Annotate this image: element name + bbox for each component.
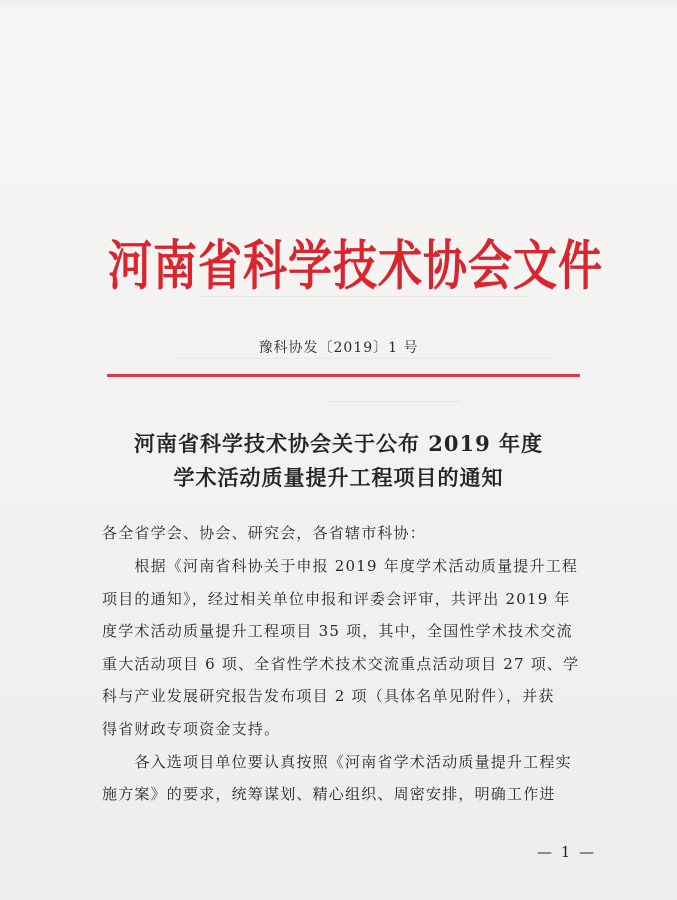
body-line: 重大活动项目 6 项、全省性学术技术交流重点活动项目 27 项、学: [102, 655, 580, 673]
body-line: 得省财政专项资金支持。: [102, 720, 281, 738]
body-line: 施方案》的要求，统筹谋划、精心组织、周密安排，明确工作进: [102, 785, 556, 803]
body-line: 根据《河南省科协关于申报 2019 年度学术活动质量提升工程: [102, 557, 579, 575]
red-separator-rule: [107, 374, 580, 377]
document-number: 豫科协发〔2019〕1 号: [258, 340, 419, 356]
body-line: 科与产业发展研究报告发布项目 2 项（具体名单见附件），并获: [102, 687, 555, 705]
show-through-text: [330, 401, 460, 412]
issuing-organization-header: 河南省科学技术协会文件: [108, 235, 603, 298]
body-line: 项目的通知》，经过相关单位申报和评委会评审，共评出 2019 年: [102, 590, 571, 608]
notice-title-line-2: 学术活动质量提升工程项目的通知: [173, 465, 504, 490]
body-line-addressee: 各全省学会、协会、研究会，各省辖市科协：: [102, 524, 427, 542]
body-line: 度学术活动质量提升工程项目 35 项，其中，全国性学术技术交流: [102, 622, 573, 640]
page-number: — 1 —: [537, 843, 597, 861]
paper-shadow: [0, 0, 677, 10]
notice-title-line-1: 河南省科学技术协会关于公布 2019 年度: [133, 431, 544, 456]
body-line: 各入选项目单位要认真按照《河南省学术活动质量提升工程实: [102, 753, 572, 771]
